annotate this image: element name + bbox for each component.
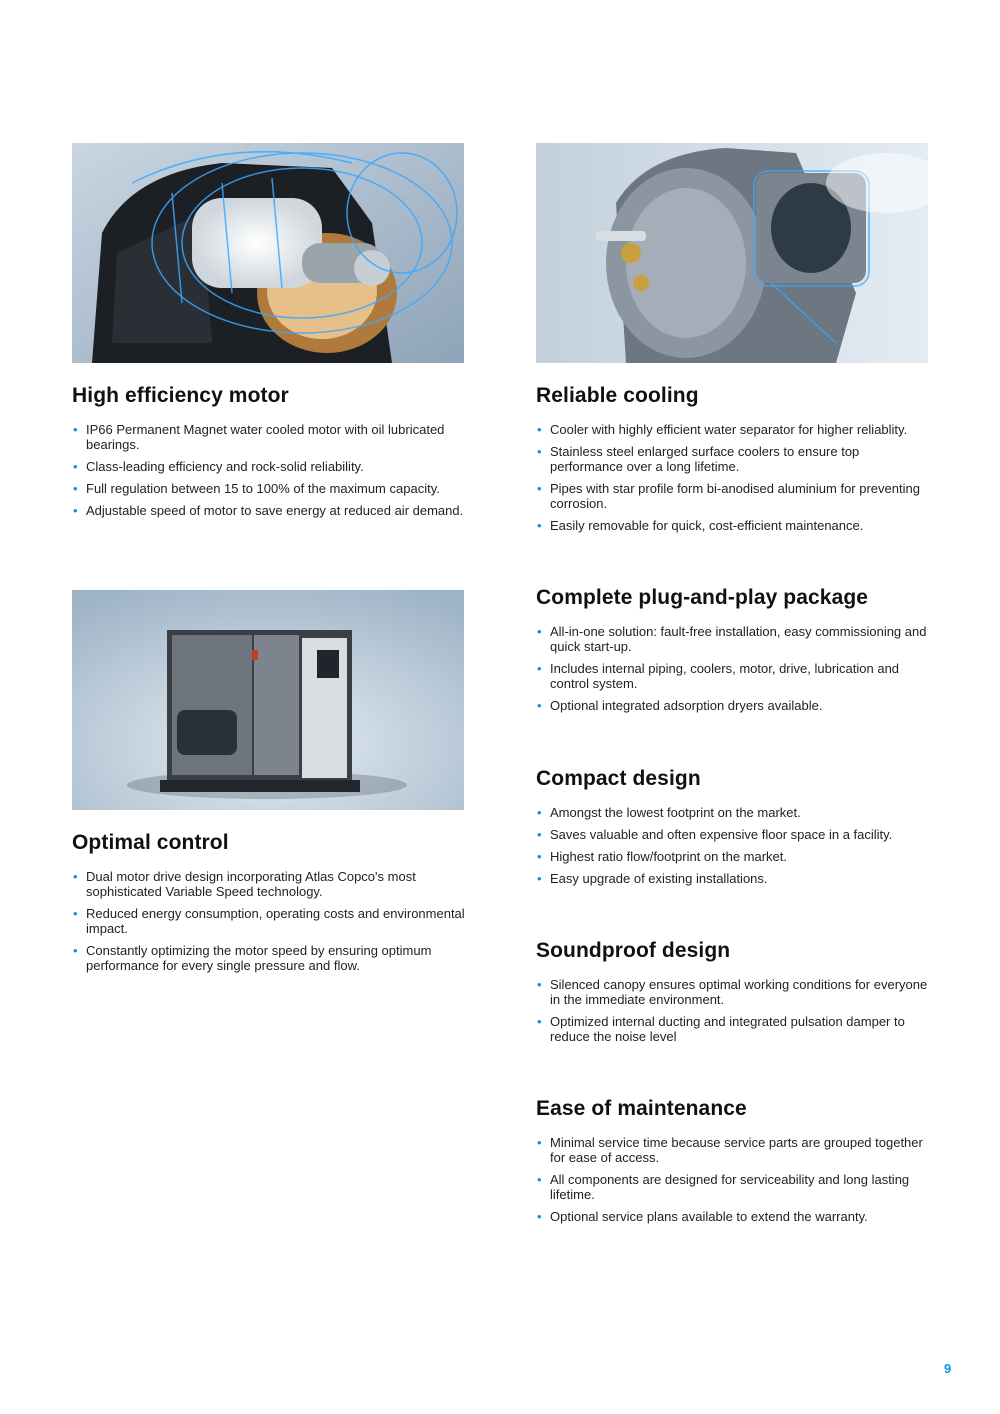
section-ease-of-maintenance [536, 1097, 931, 1231]
list-item: • Reduced energy consumption, operating costs and environmental impact. [73, 906, 465, 936]
section-title: Compact design [536, 767, 701, 790]
bullet-list [536, 422, 931, 533]
bullet-icon: • [537, 827, 542, 842]
list-item: • IP66 Permanent Magnet water cooled motor with oil lubricated bearings. [73, 422, 445, 452]
bullet-icon: • [537, 481, 542, 496]
list-item: • Class-leading efficiency and rock-solid reliability. [73, 459, 364, 474]
list-item: • All-in-one solution: fault-free installation, easy commissioning and quick start-up. [537, 624, 927, 654]
list-item: • Easy upgrade of existing installations. [537, 871, 768, 886]
list-item: • Silenced canopy ensures optimal working conditions for everyone in the immediate environment. [537, 977, 928, 1007]
list-item: • Highest ratio flow/footprint on the market. [537, 849, 788, 864]
section-optimal-control [72, 831, 472, 980]
list-item: • Saves valuable and often expensive floor space in a facility. [537, 827, 893, 842]
list-item: • Constantly optimizing the motor speed by ensuring optimum performance for every single pressure and flow. [73, 943, 432, 973]
section-reliable-cooling [536, 384, 931, 540]
section-title: Soundproof design [536, 939, 731, 962]
bullet-list [536, 977, 931, 1044]
bullet-icon: • [537, 518, 542, 533]
section-title: Complete plug-and-play package [536, 586, 869, 609]
list-item: • Pipes with star profile form bi-anodised aluminium for preventing corrosion. [537, 481, 920, 511]
list-item: • Easily removable for quick, cost-efficient maintenance. [537, 518, 864, 533]
bullet-icon: • [537, 805, 542, 820]
list-item: • Optional service plans available to extend the warranty. [537, 1209, 868, 1224]
bullet-icon: • [537, 698, 542, 713]
section-plug-and-play-package [536, 586, 931, 720]
bullet-list [536, 1135, 931, 1224]
bullet-icon: • [537, 1172, 542, 1187]
bullet-icon: • [537, 661, 542, 676]
bullet-icon: • [73, 503, 78, 518]
list-item: • Full regulation between 15 to 100% of the maximum capacity. [73, 481, 440, 496]
list-item: • Amongst the lowest footprint on the market. [537, 805, 801, 820]
compressor-package-image [72, 590, 464, 810]
bullet-icon: • [537, 422, 542, 437]
list-item: • Optimized internal ducting and integrated pulsation damper to reduce the noise level [537, 1014, 905, 1044]
bullet-icon: • [537, 624, 542, 639]
bullet-list [72, 869, 472, 973]
bullet-icon: • [537, 977, 542, 992]
bullet-list [536, 624, 931, 713]
bullet-icon: • [73, 906, 78, 921]
page-number: 9 [944, 1361, 952, 1376]
section-title: High efficiency motor [72, 384, 289, 407]
bullet-icon: • [73, 869, 78, 884]
bullet-icon: • [537, 849, 542, 864]
list-item: • Adjustable speed of motor to save energy at reduced air demand. [73, 503, 464, 518]
bullet-list [536, 805, 931, 886]
bullet-icon: • [73, 481, 78, 496]
list-item: • Stainless steel enlarged surface coolers to ensure top performance over a long lifetime. [537, 444, 860, 474]
bullet-icon: • [537, 444, 542, 459]
section-high-efficiency-motor [72, 384, 472, 525]
section-compact-design [536, 767, 931, 893]
motor-image [72, 143, 464, 363]
cooling-image [536, 143, 928, 363]
list-item: • All components are designed for serviceability and long lasting lifetime. [537, 1172, 910, 1202]
bullet-icon: • [537, 1209, 542, 1224]
bullet-list [72, 422, 472, 518]
section-title: Ease of maintenance [536, 1097, 747, 1120]
bullet-icon: • [73, 422, 78, 437]
section-title: Reliable cooling [536, 384, 699, 407]
bullet-icon: • [537, 1135, 542, 1150]
list-item: • Includes internal piping, coolers, motor, drive, lubrication and control system. [537, 661, 900, 691]
list-item: • Cooler with highly efficient water separator for higher reliablity. [537, 422, 908, 437]
section-soundproof-design [536, 939, 931, 1051]
list-item: • Dual motor drive design incorporating Atlas Copco's most sophisticated Variable Speed technology. [73, 869, 416, 899]
bullet-icon: • [537, 1014, 542, 1029]
bullet-icon: • [73, 943, 78, 958]
list-item: • Optional integrated adsorption dryers available. [537, 698, 823, 713]
bullet-icon: • [537, 871, 542, 886]
list-item: • Minimal service time because service parts are grouped together for ease of access. [537, 1135, 923, 1165]
section-title: Optimal control [72, 831, 229, 854]
bullet-icon: • [73, 459, 78, 474]
